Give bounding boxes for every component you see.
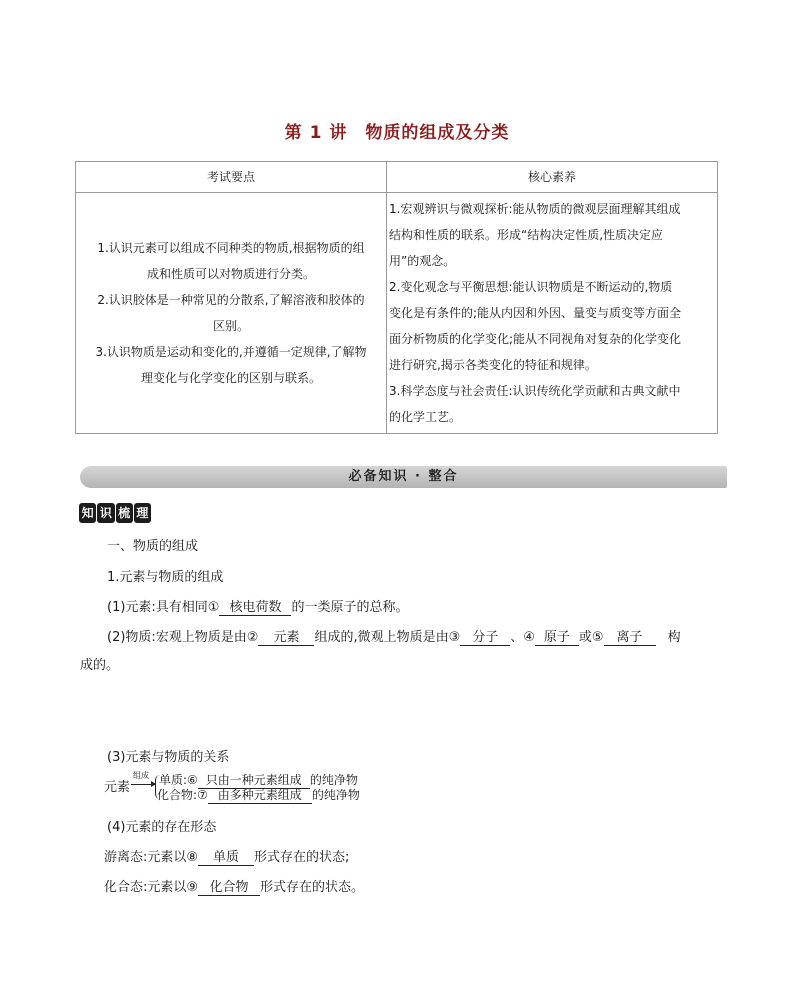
text-segment: 、④ xyxy=(510,630,535,645)
requirements-table xyxy=(75,161,718,434)
paragraph-substance xyxy=(107,626,681,646)
text-segment: 的一类原子的总称。 xyxy=(291,600,409,615)
text-segment: (2)物质:宏观上物质是由② xyxy=(107,630,259,645)
table-header-row xyxy=(76,162,718,193)
core-literacy-cell xyxy=(387,193,718,434)
diagram-root: 元素 xyxy=(104,780,131,795)
answer-blank: 离子 xyxy=(604,630,656,646)
diagram-branch-compound xyxy=(157,786,360,804)
text-line: 的化学工艺。 xyxy=(389,410,462,424)
text-line: 1.认识元素可以组成不同种类的物质,根据物质的组 xyxy=(97,241,365,255)
text-segment: 形式存在的状态; xyxy=(254,850,350,865)
logo-char: 梳 xyxy=(116,503,133,523)
table-row xyxy=(76,193,718,434)
heading-composition: 一、物质的组成 xyxy=(107,539,199,554)
heading-element-composition: 1.元素与物质的组成 xyxy=(107,570,224,585)
text-segment: 构 xyxy=(667,630,681,645)
answer-blank: 元素 xyxy=(258,630,314,646)
text-line: 进行研究,揭示各类变化的特征和规律。 xyxy=(389,358,597,372)
answer-blank: 化合物 xyxy=(198,880,260,896)
text-segment: 的纯净物 xyxy=(309,773,358,787)
answer-blank: 分子 xyxy=(460,630,510,646)
heading-element-substance-relation: (3)元素与物质的关系 xyxy=(107,750,230,765)
answer-blank: 由多种元素组成 xyxy=(208,788,312,804)
text-line: 3.认识物质是运动和变化的,并遵循一定规律,了解物 xyxy=(95,345,367,359)
answer-blank: 原子 xyxy=(535,630,579,646)
logo-char: 理 xyxy=(134,503,151,523)
text-line: 区别。 xyxy=(212,319,249,333)
text-segment: 单质:⑥ xyxy=(159,773,198,787)
text-line: 2.认识胶体是一种常见的分散系,了解溶液和胶体的 xyxy=(97,293,365,307)
text-line: 3.科学态度与社会责任:认识传统化学贡献和古典文献中 xyxy=(389,384,681,398)
page-title: 第 1 讲 物质的组成及分类 xyxy=(284,123,510,143)
text-segment: 组成的,微观上物质是由③ xyxy=(314,630,461,645)
text-line: 结构和性质的联系。形成“结构决定性质,性质决定应 xyxy=(389,228,664,242)
header-exam-points: 考试要点 xyxy=(76,162,387,193)
paragraph-substance-continued: 成的。 xyxy=(80,658,120,673)
text-segment: 形式存在的状态。 xyxy=(260,880,365,895)
section-banner: 必备知识 · 整合 xyxy=(80,466,727,488)
heading-existence-form: (4)元素的存在形态 xyxy=(107,820,217,835)
knowledge-review-logo xyxy=(79,503,151,523)
text-line: 成和性质可以对物质进行分类。 xyxy=(146,267,315,281)
text-line: 用”的观念。 xyxy=(389,254,456,268)
text-segment: 化合态:元素以⑨ xyxy=(104,880,199,895)
text-segment: (1)元素:具有相同① xyxy=(107,600,220,615)
paragraph-combined-state xyxy=(104,876,364,896)
text-line: 变化是有条件的;能从内因和外因、量变与质变等方面全 xyxy=(389,306,682,320)
answer-blank: 单质 xyxy=(198,850,254,866)
text-segment: 或⑤ xyxy=(578,630,604,645)
text-line: 面分析物质的化学变化;能从不同视角对复杂的化学变化 xyxy=(389,332,682,346)
answer-blank: 只由一种元素组成 xyxy=(198,773,310,789)
arrow-label: 组成 xyxy=(133,771,149,780)
text-line: 1.宏观辨识与微观探析:能从物质的微观层面理解其组成 xyxy=(389,202,681,216)
paragraph-free-state xyxy=(104,846,349,866)
logo-char: 知 xyxy=(79,503,96,523)
text-segment: 的纯净物 xyxy=(311,788,360,802)
logo-char: 识 xyxy=(97,503,114,523)
text-segment: 化合物:⑦ xyxy=(157,788,208,802)
paragraph-element xyxy=(107,596,408,616)
text-line: 2.变化观念与平衡思想:能认识物质是不断运动的,物质 xyxy=(389,280,673,294)
answer-blank: 核电荷数 xyxy=(219,600,291,616)
exam-points-cell xyxy=(76,193,387,434)
header-core-literacy: 核心素养 xyxy=(387,162,718,193)
text-segment: 游离态:元素以⑧ xyxy=(104,850,199,865)
text-line: 理变化与化学变化的区别与联系。 xyxy=(140,371,321,385)
